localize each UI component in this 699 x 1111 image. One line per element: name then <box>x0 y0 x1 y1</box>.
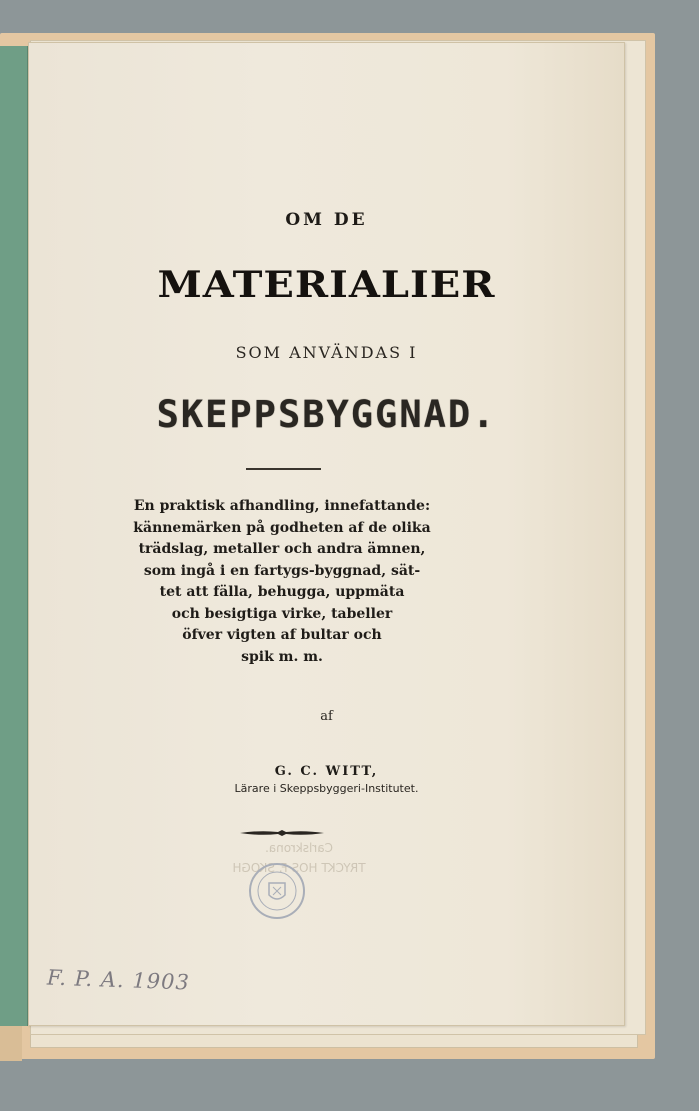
description-line: spik m. m. <box>241 648 323 665</box>
description-line: En praktisk afhandling, innefattande: <box>133 498 431 514</box>
title-line-om-de: OM DE <box>285 210 368 230</box>
title-subject: SKEPPSBYGGNAD. <box>156 393 497 436</box>
ornament-rule-icon <box>240 829 324 837</box>
author-role: Lärare i Skeppsbyggeri-Institutet. <box>234 782 419 795</box>
description-line: kännemärken på godheten af de olika <box>133 519 431 536</box>
book-spine <box>0 46 28 1026</box>
bleed-line: Carlskrona. <box>265 841 333 855</box>
title-line-som: SOM ANVÄNDAS I <box>235 343 418 362</box>
description-block <box>87 496 477 668</box>
description-line: och besigtiga virke, tabeller <box>171 605 393 622</box>
library-stamp-icon <box>247 861 307 921</box>
spine-edge <box>0 1026 22 1061</box>
divider-rule <box>246 468 321 470</box>
handwritten-shelfmark: F. P. A. 1903 <box>46 965 191 995</box>
author-name: G. C. WITT, <box>274 764 379 779</box>
title-main: MATERIALIER <box>157 262 496 307</box>
byline-af: af <box>320 709 333 724</box>
description-line: tet att fälla, behugga, uppmäta <box>159 584 405 600</box>
description-line: som ingå i en fartygs-byggnad, sät- <box>143 562 421 579</box>
description-line: trädslag, metaller och andra ämnen, <box>138 541 426 557</box>
bleed-line: TRYCKT HOS F. SKOGH <box>232 861 366 875</box>
title-page <box>28 42 625 1026</box>
description-line: öfver vigten af bultar och <box>182 627 382 643</box>
